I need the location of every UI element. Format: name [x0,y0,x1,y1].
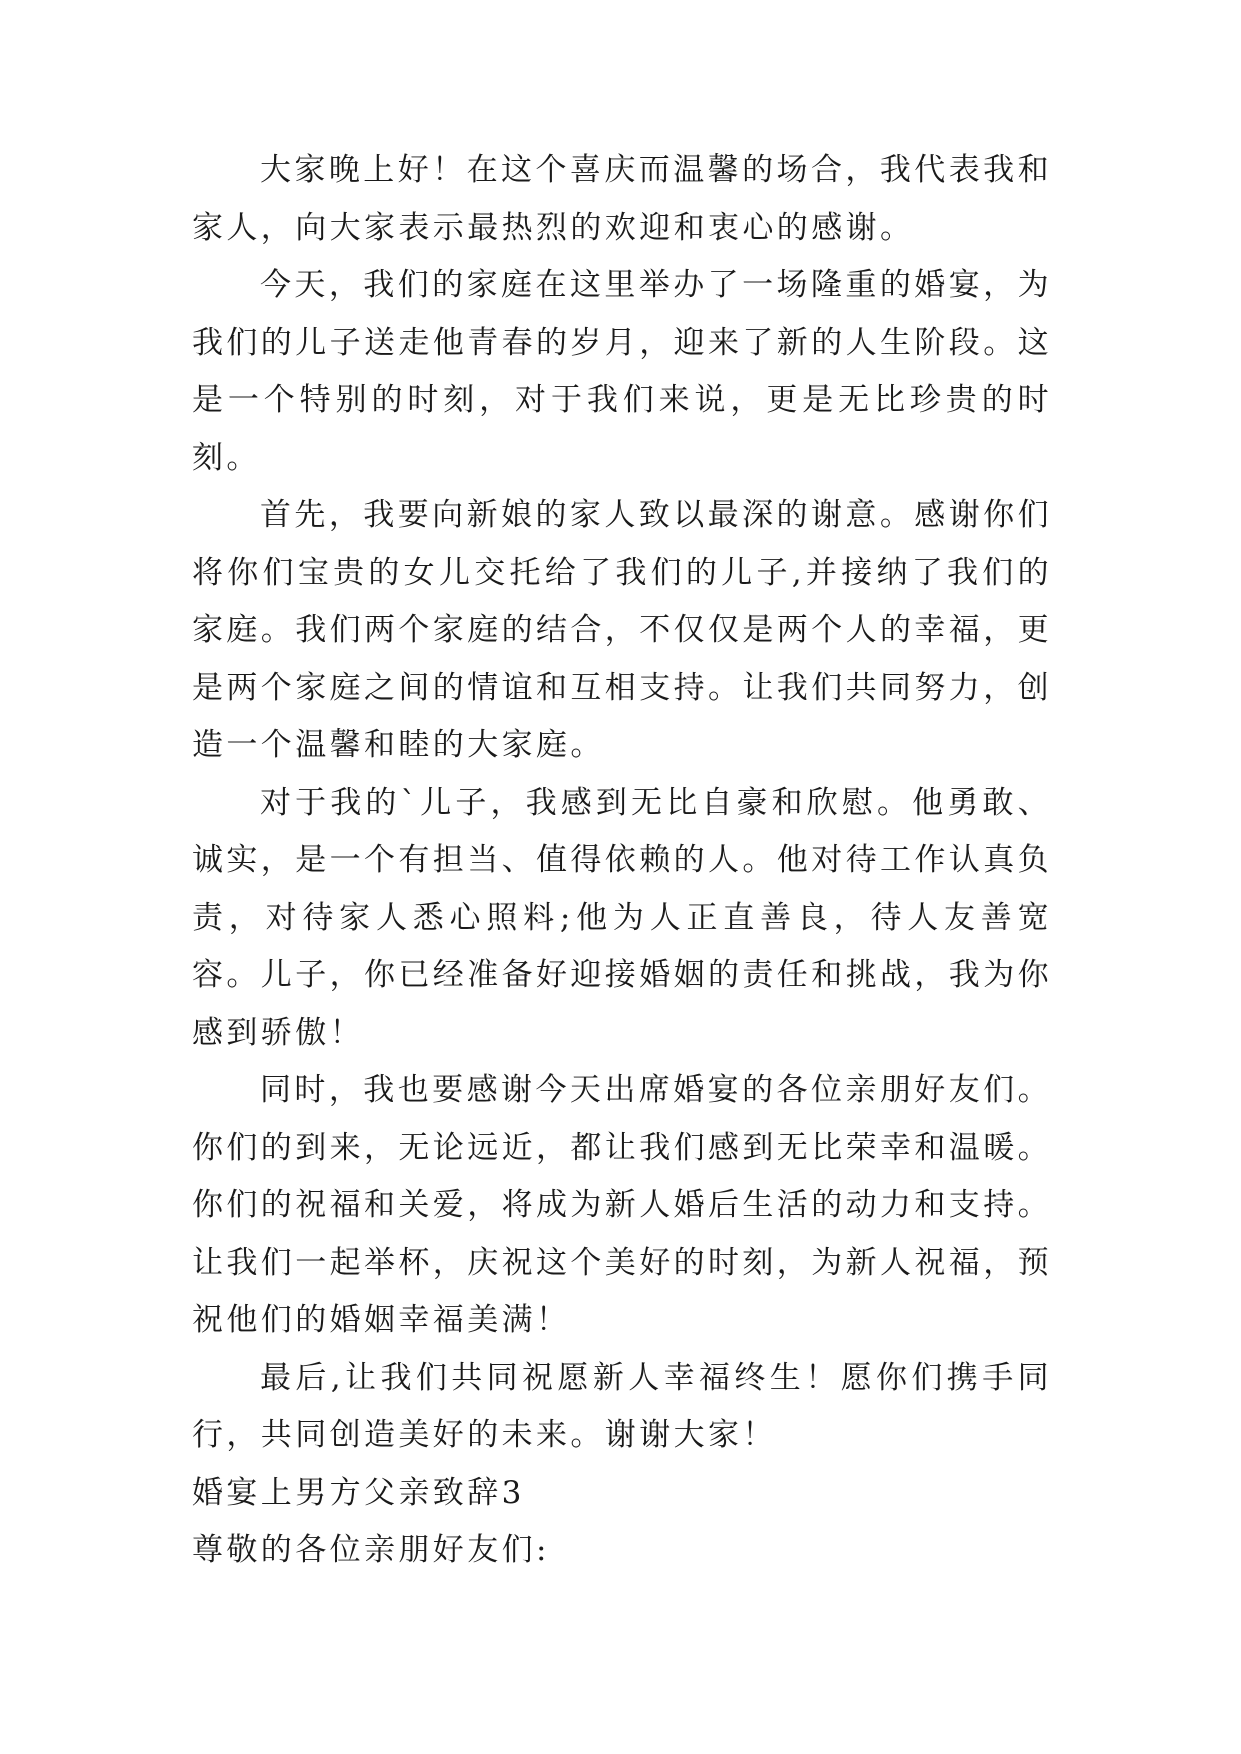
paragraph-son: 对于我的`儿子，我感到无比自豪和欣慰。他勇敢、诚实，是一个有担当、值得依赖的人。他对待工作认真负责，对待家人悉心照料;他为人正直善良，待人友善宽容。儿子，你已经准备好迎接婚姻的责任和挑战，我为你感到骄傲！ [192,784,1052,1051]
document-body [192,142,1052,1580]
paragraph-closing: 最后,让我们共同祝愿新人幸福终生！愿你们携手同行，共同创造美好的未来。谢谢大家！ [192,1359,1052,1453]
salutation: 尊敬的各位亲朋好友们: [192,1532,550,1568]
paragraph-greeting: 大家晚上好！在这个喜庆而温馨的场合，我代表我和家人，向大家表示最热烈的欢迎和衷心的感谢。 [192,152,1052,246]
paragraph-today: 今天，我们的家庭在这里举办了一场隆重的婚宴，为我们的儿子送走他青春的岁月，迎来了新的人生阶段。这是一个特别的时刻，对于我们来说，更是无比珍贵的时刻。 [192,267,1052,476]
paragraph-guests: 同时，我也要感谢今天出席婚宴的各位亲朋好友们。你们的到来，无论远近，都让我们感到无比荣幸和温暖。你们的祝福和关爱，将成为新人婚后生活的动力和支持。让我们一起举杯，庆祝这个美好的时刻，为新人祝福，预祝他们的婚姻幸福美满！ [192,1072,1052,1338]
paragraph-bride-family: 首先，我要向新娘的家人致以最深的谢意。感谢你们将你们宝贵的女儿交托给了我们的儿子,并接纳了我们的家庭。我们两个家庭的结合，不仅仅是两个人的幸福，更是两个家庭之间的情谊和互相支持。让我们共同努力，创造一个温馨和睦的大家庭。 [192,497,1052,763]
section-title: 婚宴上男方父亲致辞3 [192,1474,525,1511]
